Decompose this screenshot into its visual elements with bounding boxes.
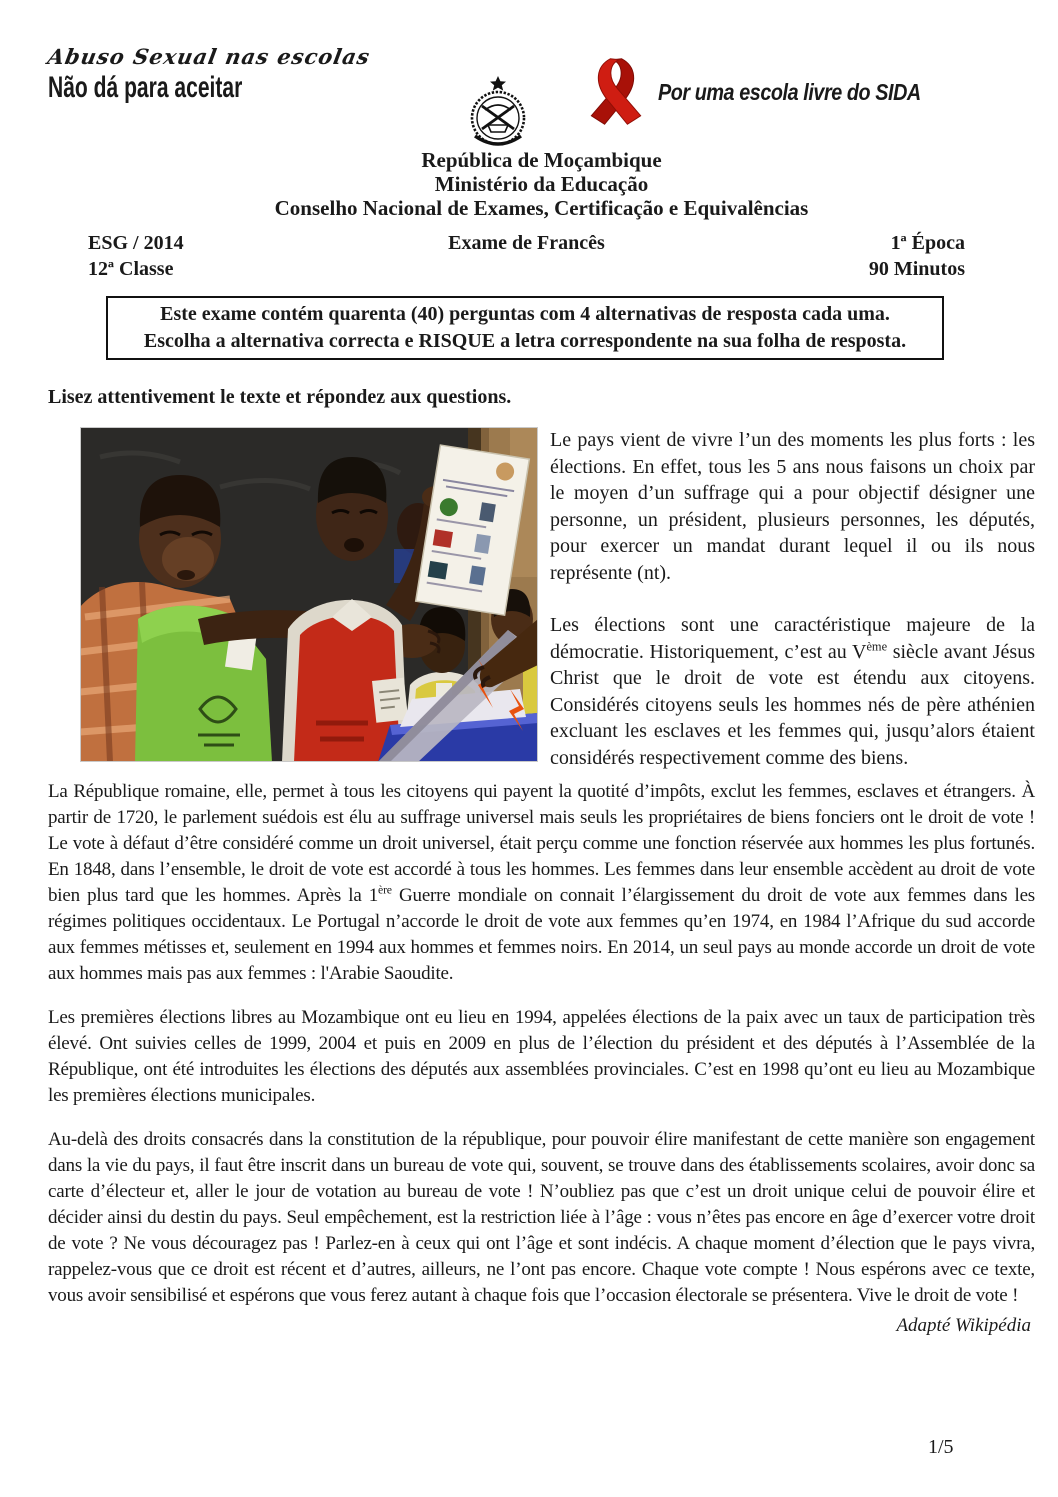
exam-info (48, 230, 1035, 282)
exam-code: ESG / 2014 (88, 232, 184, 254)
document-header (48, 148, 1035, 220)
header-country: República de Moçambique (421, 148, 662, 172)
exam-subject: Exame de Francês (448, 232, 605, 254)
exam-epoch: 1ª Época (890, 232, 965, 254)
campaign-slogan-bold: Não dá para aceitar (48, 71, 243, 104)
voting-scene-photo (80, 427, 538, 762)
source-credit: Adapté Wikipédia (896, 1315, 1031, 1336)
notice-line-2: Escolha a alternativa correcta e RISQUE a letra correspondente na sua folha de resposta. (143, 330, 907, 352)
mozambique-emblem-icon (467, 76, 529, 150)
notice-line-1: Este exame contém quarenta (40) perguntas com 4 alternativas de resposta cada uma. (160, 303, 890, 325)
campaign-slogan-script: Abuso Sexual nas escolas (45, 44, 373, 69)
header-ministry: Ministério da Educação (434, 172, 649, 196)
reading-instruction: Lisez attentivement le texte et répondez aux questions. (48, 386, 512, 408)
aids-ribbon-icon (578, 54, 654, 130)
exam-duration: 90 Minutos (868, 258, 965, 280)
aids-slogan-text: Por uma escola livre do SIDA (658, 78, 921, 105)
main-text-block (48, 779, 1035, 1337)
campaign-slogan-block (45, 44, 448, 104)
page-number: 1/5 (928, 1436, 954, 1458)
paragraph-mozambique-elections: Les premières élections libres au Mozambique ont eu lieu en 1994, appelées élections de la paix avec un taux de participation très élevé. Ont suivies celles de 1999, 2004 et puis en 2009 en plus de l’élection du président et des députés à l’Assemblée de la République, ont été introduites les élections des députés aux assemblées provinciales. C’est en 1998 qu’ont eu lieu au Mozambique les premières élections municipales. (48, 1007, 1035, 1106)
page-top-banner (45, 44, 1035, 146)
paragraph-elections-intro: Le pays vient de vivre l’un des moments les plus forts : les élections. En effet, tous les 5 ans nous faisons un choix par le moyen d’un suffrage qui a pour objectif désigner une personne, un président, plusieurs personnes, les députés, pour exercer un mandat durant lequel il ou ils nous représente (nt). (550, 429, 1035, 584)
aids-campaign-block (548, 54, 1035, 130)
header-council: Conselho Nacional de Exames, Certificação e Equivalências (274, 196, 809, 220)
exam-grade: 12ª Classe (88, 258, 174, 280)
photo-side-text-column (550, 427, 1035, 771)
paragraph-vote-history: La République romaine, elle, permet à tous les citoyens qui payent la quotité d’impôts, exclut les femmes, esclaves et étrangers. À partir de 1720, le parlement suédois est élu au suffrage universel mais seuls les propriétaires de biens fonciers ont le droit de vote ! Le vote à défaut d’être considéré comme un droit universel, était perçu comme une fonction réservée aux hommes les plus fortunés. En 1848, dans l’ensemble, le droit de vote est accordé à tous les hommes. Les femmes dans leur ensemble accèdent au droit de vote bien plus tard que les hommes. Après la 1ère Guerre mondiale on connait l’élargissement du droit de vote aux femmes dans les régimes politiques occidentaux. Le Portugal n’accorde le droit de vote aux femmes qu’en 1974, en 1984 l’Afrique du sud accorde aux femmes métisses et, seulement en 1994 aux hommes et femmes noirs. En 2014, un seul pays au monde accorde un droit de vote aux hommes mais pas aux femmes : l'Arabie Saoudite. (48, 781, 1035, 984)
paragraph-voting-rights: Au-delà des droits consacrés dans la constitution de la république, pour pouvoir élire manifestant de cette manière son engagement dans la vie du pays, il faut être inscrit dans un bureau de vote qui, souvent, se trouve dans des établissements scolaires, avoir donc sa carte d’électeur et, aller le jour de votation au bureau de vote ! N’oubliez pas que c’est un droit unique celui de pouvoir élire et décider ainsi du destin du pays. Seul empêchement, est la restriction liée à l’âge : vous n’êtes pas encore en âge d’exercer votre droit de vote ? Ne vous découragez pas ! Parlez-en à ceux qui ont l’âge et sont indécis. A chaque moment d’élection que le pays vivra, rappelez-vous que ce droit est récent et d’autres, ailleurs, ne l’ont pas encore. Chaque vote compte ! Nous espérons avec ce texte, vous avoir sensibilisé et espérons que vous ferez autant à chaque fois que l’occasion électorale se présentera. Vive le droit de vote ! (48, 1129, 1035, 1306)
exam-notice-box (106, 296, 944, 360)
paragraph-democracy-history: Les élections sont une caractéristique majeure de la démocratie. Historiquement, c’est au Vème siècle avant Jésus Christ que le droit de vote est étendu aux citoyens. Considérés citoyens seuls les hommes nés de père athénien excluant les esclaves et les femmes qui, jusqu’alors étaient considérés respectivement comme des biens. (550, 614, 1035, 769)
